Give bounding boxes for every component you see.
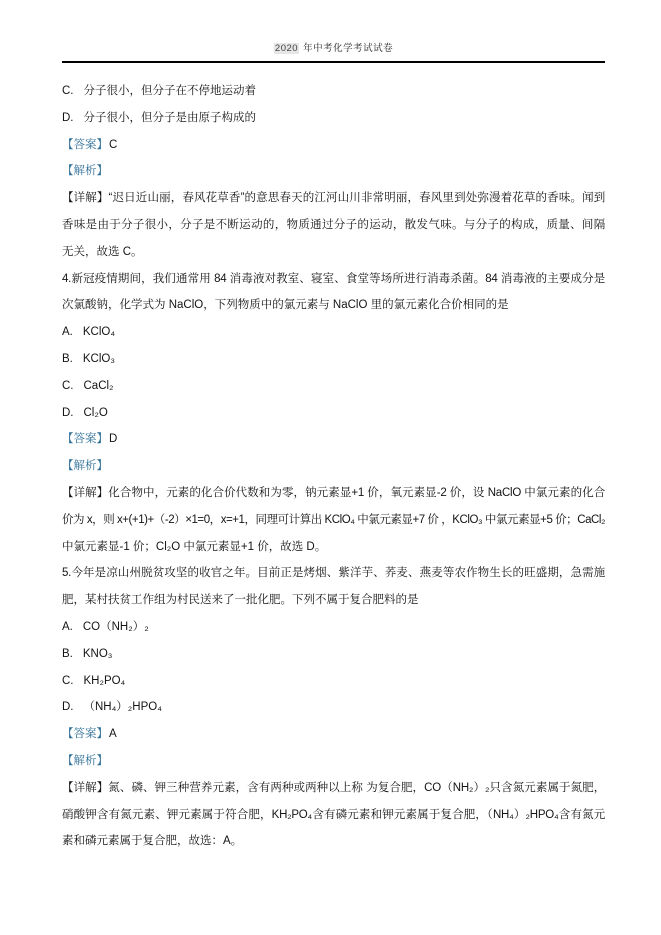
option-letter: C. [62,379,74,392]
option-text: CaCl₂ [83,379,114,392]
q5-answer-row [62,721,605,748]
option-letter: B. [62,352,73,365]
q5-detail-line-1: 【详解】氮、磷、钾三种营养元素，含有两种或两种以上称 为复合肥，CO（NH₂）₂只含氮元素属于氮肥， [62,781,605,794]
option-text: KClO₄ [82,326,116,339]
analysis-tag: 【解析】 [62,460,108,473]
page-title: 年中考化学考试试卷 [303,43,394,54]
option-text: 分子很小，但分子是由原子构成的 [83,111,256,124]
analysis-tag: 【解析】 [62,165,108,178]
option-letter: A. [62,326,73,339]
q3-option-c [62,78,605,105]
q4-option-b [62,346,605,373]
q3-analysis-row [62,158,605,185]
q5-analysis-row [62,748,605,775]
q3-option-d [62,105,605,132]
option-text: KH₂PO₄ [83,674,126,687]
page-header [62,40,605,54]
q4-stem-line-2: 次氯酸钠，化学式为 NaClO，下列物质中的氯元素与 NaClO 里的氯元素化合价相同的是 [62,299,509,312]
answer-value: D [109,433,118,446]
document-body [62,78,605,855]
q5-option-d [62,694,605,721]
option-letter: C. [62,85,74,97]
q4-stem-line-1: 4.新冠疫情期间，我们通常用 84 消毒液对教室、寝室、食堂等场所进行消毒杀菌。84 消毒液的主要成分是 [62,272,605,285]
q5-detail-line-2: 硝酸钾含有氮元素、钾元素属于符合肥，KH₂PO₄含有磷元素和钾元素属于复合肥，（NH₄）₂HPO₄含有氮元 [62,808,605,821]
option-text: 分子很小，但分子在不停地运动着 [83,85,256,97]
analysis-tag: 【解析】 [62,754,108,767]
option-letter: D. [62,111,74,124]
q3-detail-line-1: 【详解】“迟日近山丽，春风花草香”的意思春天的江河山川非常明丽，春风里到处弥漫着花草的香味。闻到 [62,192,605,205]
option-text: （NH₄）₂HPO₄ [83,701,162,714]
q3-answer-row [62,132,605,159]
option-letter: C. [62,674,74,687]
q4-detail-line-2: 价为 x，则 x+(+1)+（-2）×1=0，x=+1，同理可计算出 KClO₄ 中氯元素显+7 价 ，KClO₃ 中氯元素显+5 价；CaCl₂ [62,513,606,526]
answer-tag: 【答案】 [62,433,108,446]
q5-stem-line-2: 肥，某村扶贫工作组为村民送来了一批化肥。下列不属于复合肥料的是 [62,594,419,607]
option-letter: D. [62,701,74,714]
answer-value: A [109,728,117,741]
option-text: Cl₂O [83,406,108,419]
option-text: KNO₃ [82,647,113,660]
option-letter: A. [62,620,73,633]
header-divider [62,61,605,63]
q4-analysis-row [62,453,605,480]
q3-detail-line-3: 无关，故选 C。 [62,245,143,258]
q4-answer-row [62,426,605,453]
q3-detail-line-2: 香味是由于分子很小，分子是不断运动的，物质通过分子的运动，散发气味。与分子的构成，质量、间隔 [62,218,605,231]
option-letter: D. [62,406,74,419]
q4-option-c [62,373,605,400]
q5-option-c [62,668,605,695]
q4-detail-line-3: 中氯元素显-1 价；Cl₂O 中氯元素显+1 价，故选 D。 [62,540,327,553]
answer-tag: 【答案】 [62,728,108,741]
q5-option-a [62,614,605,641]
q5-option-b [62,641,605,668]
q5-stem-line-1: 5.今年是凉山州脱贫攻坚的收官之年。目前正是烤烟、紫洋芋、荞麦、燕麦等农作物生长的旺盛期，急需施 [62,567,605,580]
option-text: CO（NH₂）₂ [82,620,149,633]
q4-option-d [62,400,605,427]
header-year-field: 2020 [274,43,299,54]
q5-detail-line-3: 素和磷元素属于复合肥，故选：A。 [62,835,243,848]
option-text: KClO₃ [82,352,116,365]
q4-detail-line-1: 【详解】化合物中，元素的化合价代数和为零，钠元素显+1 价，氧元素显-2 价，设 NaClO 中氯元素的化合 [62,486,605,499]
option-letter: B. [62,647,73,660]
answer-value: C [109,138,118,151]
answer-tag: 【答案】 [62,138,108,151]
q4-option-a [62,319,605,346]
